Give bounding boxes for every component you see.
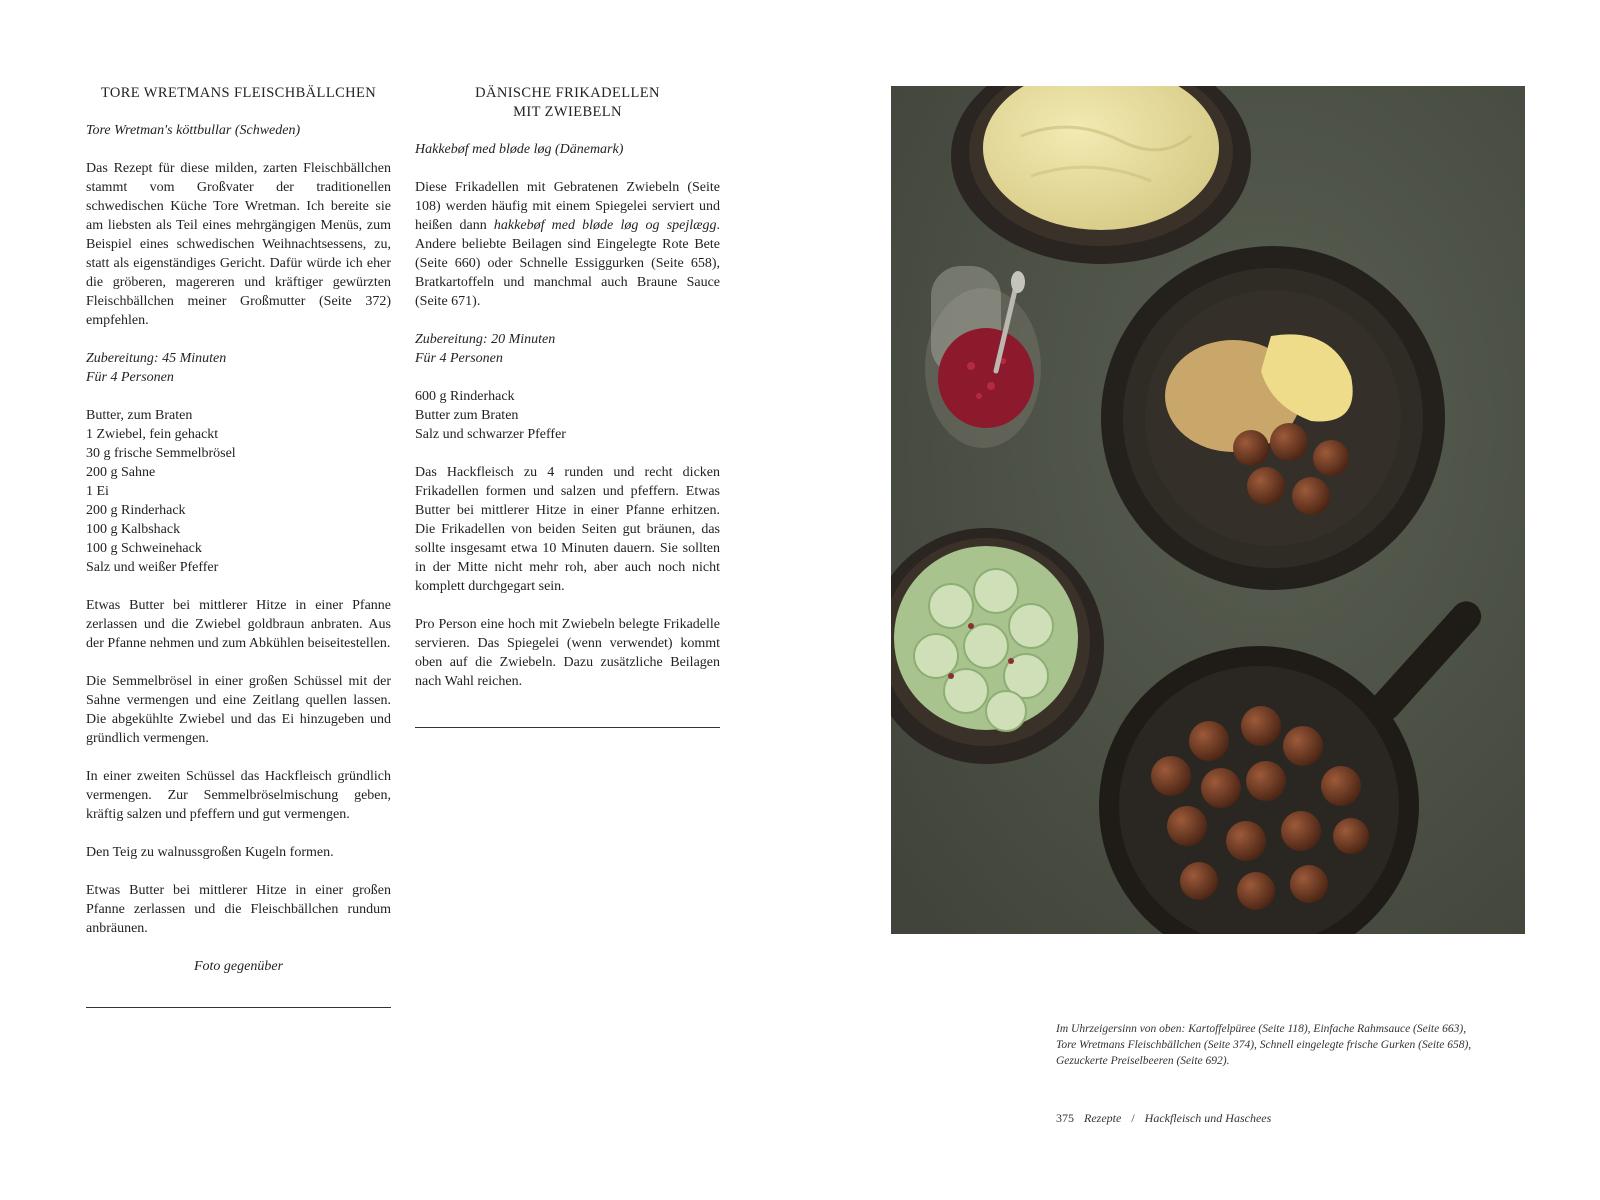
meatball [1241,706,1281,746]
recipe-meta [415,330,720,368]
page-number: 375 [1056,1111,1074,1125]
intro-emphasis: hakkebøf med bløde løg og spejlægg [493,218,717,233]
dinner-plate [1101,246,1445,590]
intro-text: Diese Frikadellen mit Gebratenen Zwiebeln (Seite 108) werden häufig mit einem Spiegelei serviert und heißen dann [415,180,720,233]
meatball [1233,430,1269,466]
recipe-column-middle [415,84,720,728]
prep-time: Zubereitung: 45 Minuten [86,351,227,366]
recipe-subtitle: Tore Wretman's köttbullar (Schweden) [86,123,301,138]
servings: Für 4 Personen [415,351,503,366]
meatball [1283,726,1323,766]
recipe-step: Den Teig zu walnussgroßen Kugeln formen. [86,845,334,860]
meatball [1180,862,1218,900]
food-photo [891,86,1525,934]
recipe-meta [86,349,391,387]
meatball [1313,440,1349,476]
meatball [1333,818,1369,854]
ingredient-item: 1 Ei [86,484,109,499]
meatball [1189,721,1229,761]
ingredient-item: 200 g Rinderhack [86,503,186,518]
photo-reference: Foto gegenüber [193,959,284,974]
ingredient-item: 100 g Schweinehack [86,541,202,556]
ingredient-item: Butter zum Braten [415,408,519,423]
recipe-intro [415,178,720,311]
caption-line: Gezuckerte Preiselbeeren (Seite 692). [1056,1055,1230,1067]
recipe-step: In einer zweiten Schüssel das Hackfleisch gründlich vermengen. Zur Semmelbröselmischung geben, kräftig salzen und pfeffern und gut vermengen. [86,769,391,822]
section-name: Rezepte [1084,1111,1122,1125]
meatball [1321,766,1361,806]
recipe-step: Die Semmelbrösel in einer großen Schüssel mit der Sahne vermengen und eine Zeitlang quellen lassen. Die abgekühlte Zwiebel und das Ei hinzugeben und gründlich vermengen. [86,674,391,746]
intro-text: . Andere beliebte Beilagen sind Eingelegte Rote Bete (Seite 660) oder Schnelle Essiggurken (Seite 658), Bratkartoffeln und manchmal auch Braune Sauce (Seite 671). [415,218,720,309]
ingredient-item: 100 g Kalbshack [86,522,181,537]
recipe-title [415,84,720,122]
recipe-subtitle: Hakkebøf med bløde løg (Dänemark) [415,142,624,157]
recipe-step: Etwas Butter bei mittlerer Hitze in einer Pfanne zerlassen und die Zwiebel goldbraun anbraten. Aus der Pfanne nehmen und zum Abkühlen beiseitestellen. [86,598,391,651]
recipe-intro: Das Rezept für diese milden, zarten Fleischbällchen stammt vom Großvater der traditionellen schwedischen Küche Tore Wretman. Ich bereite sie am liebsten als Teil eines mehrgängigen Menüs, zum Beispiel eines schwedischen Weihnachtsessens, zu, statt als eigenständiges Gericht. Dafür würde ich eher die gröberen, magereren und kräftiger gewürzten Fleischbällchen meiner Großmutter (Seite 372) empfehlen. [86,161,391,328]
ingredient-item: Salz und weißer Pfeffer [86,560,219,575]
ingredient-item: Salz und schwarzer Pfeffer [415,427,566,442]
page-footer [1056,1110,1271,1126]
recipe-title-line: DÄNISCHE FRIKADELLEN [475,85,660,101]
prep-time: Zubereitung: 20 Minuten [415,332,556,347]
ingredient-item: Butter, zum Braten [86,408,193,423]
divider-rule [415,727,720,728]
photo-caption [1056,1021,1526,1069]
chapter-name: Hackfleisch und Haschees [1144,1111,1272,1125]
meatball [1270,423,1308,461]
recipe-step: Pro Person eine hoch mit Zwiebeln belegte Frikadelle servieren. Das Spiegelei (wenn verwendet) kommt oben auf die Zwiebeln. Dazu zusätzliche Beilagen nach Wahl reichen. [415,617,720,689]
meatball [1167,806,1207,846]
meatball [1151,756,1191,796]
ingredient-item: 30 g frische Semmelbrösel [86,446,236,461]
recipe-title-line: MIT ZWIEBELN [513,104,622,120]
meatball [1201,768,1241,808]
recipe-step: Etwas Butter bei mittlerer Hitze in einer großen Pfanne zerlassen und die Fleischbällchen rundum anbräunen. [86,883,391,936]
recipe-step: Das Hackfleisch zu 4 runden und recht dicken Frikadellen formen und salzen und pfeffern. Etwas Butter bei mittlerer Hitze in einer Pfanne erhitzen. Die Frikadellen von beiden Seiten gut bräunen, das sollte insgesamt etwa 10 Minuten dauern. Sie sollten in der Mitte nicht mehr roh, aber auch noch nicht komplett durchgegart sein. [415,465,720,594]
servings: Für 4 Personen [86,370,174,385]
recipe-title: TORE WRETMANS FLEISCHBÄLLCHEN [100,85,377,101]
recipe-column-left [86,84,391,1008]
ingredient-item: 600 g Rinderhack [415,389,515,404]
meatball [1226,821,1266,861]
divider-rule [86,1007,391,1008]
meatball [1246,761,1286,801]
meatball [1292,477,1330,515]
ingredient-item: 200 g Sahne [86,465,156,480]
footer-separator: / [1131,1111,1135,1125]
meatball [1281,811,1321,851]
caption-line: Im Uhrzeigersinn von oben: Kartoffelpüree (Seite 118), Einfache Rahmsauce (Seite 663), [1056,1023,1467,1035]
caption-line: Tore Wretmans Fleischbällchen (Seite 374), Schnell eingelegte frische Gurken (Seite 658), [1056,1039,1472,1051]
ingredient-list [86,406,391,577]
meatball [1237,872,1275,910]
ingredient-list [415,387,720,444]
meatball [1290,865,1328,903]
meatball [1247,467,1285,505]
ingredient-item: 1 Zwiebel, fein gehackt [86,427,219,442]
